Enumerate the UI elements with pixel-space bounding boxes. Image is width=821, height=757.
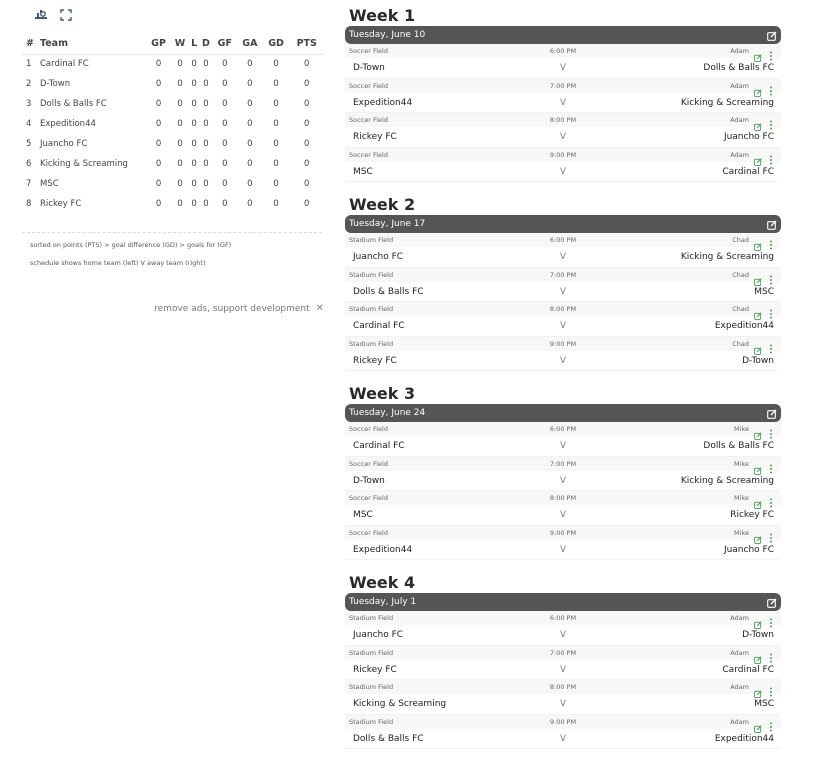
cell-gf: 0	[222, 139, 228, 149]
field-name: Stadium Field	[349, 614, 394, 622]
game-time: 8:00 PM	[549, 305, 577, 313]
cell-pts: 0	[304, 79, 310, 89]
week-title: Week 4	[349, 573, 416, 592]
cell-gf: 0	[222, 179, 228, 189]
col-header-gf[interactable]: GF	[213, 34, 237, 54]
cell-gf: 0	[222, 199, 228, 209]
cell-gp: 0	[155, 199, 162, 209]
col-header-gp[interactable]: GP	[146, 34, 171, 54]
game-time: 9:00 PM	[549, 717, 577, 726]
cell-gd: 0	[273, 119, 279, 129]
schedule-panel	[345, 6, 781, 757]
away-team[interactable]: Cardinal FC	[722, 166, 774, 177]
date-bar	[345, 404, 781, 422]
standings-panel	[22, 6, 324, 314]
edit-date-icon[interactable]	[767, 597, 777, 607]
away-team[interactable]: Expedition44	[714, 321, 774, 331]
week-section	[345, 384, 781, 560]
field-name: Stadium Field	[349, 339, 394, 348]
home-team[interactable]: Dolls & Balls FC	[353, 733, 424, 744]
cell-w: 0	[177, 59, 183, 70]
home-team[interactable]: Juancho FC	[353, 630, 404, 640]
standings-toolbar	[22, 6, 324, 26]
cell-team: Dolls & Balls FC	[40, 99, 107, 109]
edit-icon[interactable]	[754, 271, 762, 279]
home-team[interactable]: Rickey FC	[353, 132, 397, 142]
field-name: Stadium Field	[349, 305, 394, 313]
edit-date-icon[interactable]	[767, 408, 777, 418]
col-header-w[interactable]: W	[171, 34, 189, 54]
game-row	[345, 646, 781, 681]
home-team[interactable]: D-Town	[353, 475, 385, 486]
away-team[interactable]: Cardinal FC	[722, 664, 774, 675]
game-time: 8:00 PM	[549, 683, 577, 691]
field-name: Soccer Field	[349, 528, 388, 537]
referee-name: Adam	[730, 116, 749, 124]
away-team[interactable]: Kicking & Screaming	[680, 475, 774, 486]
versus-label: V	[560, 252, 566, 262]
referee-name: Chad	[732, 305, 749, 313]
cell-w: 0	[177, 159, 183, 169]
edit-date-icon[interactable]	[767, 30, 777, 40]
cell-ga: 0	[247, 139, 253, 149]
home-team[interactable]: D-Town	[353, 63, 385, 73]
date-bar	[345, 593, 781, 611]
field-name: Soccer Field	[349, 459, 388, 468]
away-team[interactable]: MSC	[754, 699, 774, 709]
week-section	[345, 195, 781, 371]
game-time: 6:00 PM	[549, 47, 577, 55]
date-bar	[345, 26, 781, 44]
game-row	[345, 268, 781, 303]
game-row	[345, 680, 781, 715]
cell-gp: 0	[155, 119, 162, 129]
cell-gd: 0	[273, 139, 279, 149]
field-name: Soccer Field	[349, 47, 388, 55]
cell-team: MSC	[40, 179, 59, 189]
referee-name: Adam	[730, 683, 749, 691]
home-team[interactable]: Expedition44	[353, 544, 413, 555]
more-options-icon[interactable]	[769, 682, 773, 692]
more-options-icon[interactable]	[769, 46, 773, 56]
versus-label: V	[560, 355, 566, 366]
game-time: 9:00 PM	[549, 339, 577, 348]
cell-pos: 5	[26, 139, 32, 149]
edit-icon[interactable]	[754, 649, 762, 657]
cell-l: 0	[191, 119, 197, 129]
cell-gp: 0	[155, 179, 162, 189]
referee-name: Chad	[732, 236, 749, 244]
cell-l: 0	[191, 159, 197, 169]
home-team[interactable]: Juancho FC	[353, 252, 404, 262]
game-row	[345, 44, 781, 79]
field-name: Soccer Field	[349, 116, 388, 124]
versus-label: V	[560, 664, 566, 675]
more-options-icon[interactable]	[769, 717, 773, 727]
edit-icon[interactable]	[754, 683, 762, 691]
cell-w: 0	[177, 119, 183, 129]
referee-name: Mike	[734, 459, 749, 468]
cell-w: 0	[177, 79, 183, 89]
field-name: Stadium Field	[349, 270, 394, 279]
col-header-l[interactable]: L	[189, 34, 199, 54]
game-time: 6:00 PM	[549, 236, 577, 244]
cell-w: 0	[177, 139, 183, 149]
more-options-icon[interactable]	[769, 270, 773, 280]
away-team[interactable]: Expedition44	[714, 733, 774, 744]
divider	[22, 232, 322, 233]
cell-ga: 0	[247, 79, 253, 89]
edit-icon[interactable]	[754, 236, 762, 244]
cell-pts: 0	[304, 139, 310, 149]
referee-name: Chad	[732, 339, 749, 348]
edit-icon[interactable]	[754, 614, 762, 622]
game-row	[345, 715, 781, 750]
field-name: Stadium Field	[349, 683, 394, 691]
home-team[interactable]: Expedition44	[353, 97, 413, 108]
cell-d: 0	[203, 139, 209, 149]
edit-icon[interactable]	[754, 718, 762, 726]
cell-d: 0	[203, 179, 209, 189]
away-team[interactable]: Juancho FC	[723, 544, 774, 555]
game-row	[345, 337, 781, 372]
standings-row[interactable]	[22, 134, 324, 154]
cell-gd: 0	[273, 99, 279, 109]
standings-row[interactable]	[22, 94, 324, 114]
more-options-icon[interactable]	[769, 613, 773, 623]
standings-table	[22, 34, 324, 214]
away-team[interactable]: Kicking & Screaming	[680, 97, 774, 108]
versus-label: V	[560, 441, 566, 451]
edit-icon[interactable]	[754, 151, 762, 159]
cell-ga: 0	[247, 179, 253, 189]
cell-gd: 0	[273, 59, 279, 70]
game-row	[345, 113, 781, 148]
more-options-icon[interactable]	[769, 528, 773, 538]
versus-label: V	[560, 321, 566, 331]
more-options-icon[interactable]	[769, 493, 773, 503]
cell-d: 0	[203, 79, 209, 89]
cell-pos: 2	[26, 79, 32, 89]
cell-pts: 0	[304, 199, 310, 209]
cell-gd: 0	[273, 159, 279, 169]
away-team[interactable]: MSC	[754, 286, 774, 297]
cell-l: 0	[191, 79, 197, 89]
cell-pos: 8	[26, 199, 32, 209]
edit-icon[interactable]	[754, 116, 762, 124]
edit-icon[interactable]	[754, 305, 762, 313]
game-time: 7:00 PM	[549, 648, 577, 657]
referee-name: Chad	[732, 270, 749, 279]
game-row	[345, 491, 781, 526]
away-team[interactable]: Dolls & Balls FC	[703, 63, 774, 73]
cell-pts: 0	[304, 119, 310, 129]
cell-l: 0	[191, 59, 197, 70]
game-row	[345, 233, 781, 268]
standings-row[interactable]	[22, 194, 324, 214]
date-label: Tuesday, June 17	[349, 219, 426, 229]
cell-ga: 0	[247, 119, 253, 129]
cell-l: 0	[191, 139, 197, 149]
referee-name: Adam	[730, 717, 749, 726]
field-name: Soccer Field	[349, 150, 388, 159]
week-section	[345, 6, 781, 182]
cell-gp: 0	[155, 139, 162, 149]
cell-gp: 0	[155, 59, 162, 70]
cell-gp: 0	[155, 79, 162, 89]
away-team[interactable]: Rickey FC	[730, 510, 774, 520]
referee-name: Mike	[734, 528, 749, 537]
referee-name: Mike	[734, 494, 749, 502]
date-label: Tuesday, July 1	[349, 597, 417, 607]
cell-gd: 0	[273, 179, 279, 189]
cell-pts: 0	[304, 159, 310, 169]
cell-pts: 0	[304, 99, 310, 109]
referee-name: Adam	[730, 81, 749, 90]
away-team[interactable]: Dolls & Balls FC	[703, 441, 774, 451]
more-options-icon[interactable]	[769, 115, 773, 125]
home-team[interactable]: Kicking & Screaming	[353, 699, 447, 709]
cell-gf: 0	[222, 159, 228, 169]
cell-gf: 0	[222, 119, 228, 129]
cell-d: 0	[203, 119, 209, 129]
cell-ga: 0	[247, 199, 253, 209]
cell-d: 0	[203, 59, 209, 70]
cell-gd: 0	[273, 79, 279, 89]
more-options-icon[interactable]	[769, 304, 773, 314]
more-options-icon[interactable]	[769, 235, 773, 245]
referee-name: Adam	[730, 648, 749, 657]
remove-ads-label: remove ads, support development	[154, 304, 310, 314]
game-time: 8:00 PM	[549, 116, 577, 124]
edit-icon[interactable]	[754, 494, 762, 502]
close-icon[interactable]: ✕	[315, 303, 324, 314]
cell-ga: 0	[247, 59, 253, 70]
date-bar	[345, 215, 781, 233]
more-options-icon[interactable]	[769, 459, 773, 469]
week-title: Week 2	[349, 195, 416, 214]
cell-l: 0	[191, 179, 197, 189]
away-team[interactable]: D-Town	[742, 355, 774, 366]
more-options-icon[interactable]	[769, 424, 773, 434]
col-header-team[interactable]: Team	[36, 34, 146, 54]
cell-team: Kicking & Screaming	[40, 159, 128, 169]
standings-row[interactable]	[22, 54, 324, 74]
field-name: Stadium Field	[349, 236, 394, 244]
versus-label: V	[560, 132, 566, 142]
date-label: Tuesday, June 24	[349, 408, 426, 418]
cell-team: Juancho FC	[40, 139, 88, 149]
edit-icon[interactable]	[754, 82, 762, 90]
home-team[interactable]: MSC	[353, 166, 373, 177]
game-row	[345, 611, 781, 646]
home-team[interactable]: Rickey FC	[353, 664, 397, 675]
game-row	[345, 302, 781, 337]
edit-date-icon[interactable]	[767, 219, 777, 229]
versus-label: V	[560, 630, 566, 640]
cell-team: Expedition44	[40, 119, 96, 129]
versus-label: V	[560, 475, 566, 486]
cell-team: Rickey FC	[40, 199, 82, 209]
standings-row[interactable]	[22, 74, 324, 94]
more-options-icon[interactable]	[769, 648, 773, 658]
home-team[interactable]: Rickey FC	[353, 355, 397, 366]
cell-ga: 0	[247, 99, 253, 109]
referee-name: Adam	[730, 47, 749, 55]
col-header-ga[interactable]: GA	[237, 34, 263, 54]
standings-row[interactable]	[22, 174, 324, 194]
edit-icon[interactable]	[754, 460, 762, 468]
cell-pos: 6	[26, 159, 32, 169]
schedule-note: schedule shows home team (left) V away team (right)	[30, 259, 206, 267]
cell-d: 0	[203, 159, 209, 169]
field-name: Soccer Field	[349, 425, 388, 433]
edit-icon[interactable]	[754, 47, 762, 55]
settings-icon[interactable]	[34, 8, 48, 22]
cell-team: D-Town	[40, 79, 71, 89]
game-time: 7:00 PM	[549, 81, 577, 90]
game-row	[345, 148, 781, 183]
versus-label: V	[560, 166, 566, 177]
cell-d: 0	[203, 199, 209, 209]
col-header-gd[interactable]: GD	[263, 34, 290, 54]
cell-gf: 0	[222, 59, 228, 70]
field-name: Stadium Field	[349, 717, 394, 726]
home-team[interactable]: Cardinal FC	[353, 321, 405, 331]
referee-name: Mike	[734, 425, 749, 433]
versus-label: V	[560, 97, 566, 108]
date-label: Tuesday, June 10	[349, 30, 426, 40]
versus-label: V	[560, 510, 566, 520]
remove-ads-link[interactable]	[154, 303, 324, 314]
field-name: Soccer Field	[349, 494, 388, 502]
game-time: 9:00 PM	[549, 150, 577, 159]
versus-label: V	[560, 699, 566, 709]
sort-note: sorted on points (PTS) > goal difference (GD) > goals for (GF)	[30, 241, 232, 249]
edit-icon[interactable]	[754, 425, 762, 433]
standings-row[interactable]	[22, 154, 324, 174]
referee-name: Adam	[730, 150, 749, 159]
game-time: 7:00 PM	[549, 459, 577, 468]
standings-header-row	[22, 34, 324, 54]
cell-gf: 0	[222, 99, 228, 109]
game-time: 8:00 PM	[549, 494, 577, 502]
versus-label: V	[560, 733, 566, 744]
game-row	[345, 79, 781, 114]
away-team[interactable]: Juancho FC	[723, 132, 774, 142]
versus-label: V	[560, 63, 566, 73]
home-team[interactable]: Cardinal FC	[353, 441, 405, 451]
game-time: 6:00 PM	[549, 425, 577, 433]
cell-pos: 3	[26, 99, 32, 109]
cell-gd: 0	[273, 199, 279, 209]
cell-ga: 0	[247, 159, 253, 169]
cell-d: 0	[203, 99, 209, 109]
cell-team: Cardinal FC	[40, 59, 89, 70]
cell-w: 0	[177, 179, 183, 189]
versus-label: V	[560, 544, 566, 555]
cell-l: 0	[191, 199, 197, 209]
standings-row[interactable]	[22, 114, 324, 134]
col-header-pts[interactable]: PTS	[289, 34, 324, 54]
week-title: Week 1	[349, 6, 416, 25]
cell-pts: 0	[304, 59, 310, 70]
cell-pos: 1	[26, 59, 32, 70]
more-options-icon[interactable]	[769, 150, 773, 160]
cell-w: 0	[177, 199, 183, 209]
fullscreen-icon[interactable]	[59, 8, 73, 22]
cell-gp: 0	[155, 99, 162, 109]
field-name: Soccer Field	[349, 81, 388, 90]
col-header-d[interactable]: D	[199, 34, 212, 54]
game-time: 7:00 PM	[549, 270, 577, 279]
cell-gf: 0	[222, 79, 228, 89]
field-name: Stadium Field	[349, 648, 394, 657]
week-section	[345, 573, 781, 749]
home-team[interactable]: MSC	[353, 510, 373, 520]
cell-pts: 0	[304, 179, 310, 189]
cell-gp: 0	[155, 159, 162, 169]
cell-l: 0	[191, 99, 197, 109]
cell-pos: 4	[26, 119, 32, 129]
more-options-icon[interactable]	[769, 81, 773, 91]
home-team[interactable]: Dolls & Balls FC	[353, 286, 424, 297]
versus-label: V	[560, 286, 566, 297]
game-row	[345, 422, 781, 457]
edit-icon[interactable]	[754, 340, 762, 348]
cell-w: 0	[177, 99, 183, 109]
week-title: Week 3	[349, 384, 416, 403]
edit-icon[interactable]	[754, 529, 762, 537]
game-time: 6:00 PM	[549, 614, 577, 622]
game-row	[345, 457, 781, 492]
game-row	[345, 526, 781, 561]
more-options-icon[interactable]	[769, 339, 773, 349]
referee-name: Adam	[730, 614, 749, 622]
game-time: 9:00 PM	[549, 528, 577, 537]
col-header-pos[interactable]: #	[22, 34, 36, 54]
away-team[interactable]: D-Town	[742, 630, 774, 640]
away-team[interactable]: Kicking & Screaming	[680, 252, 774, 262]
cell-pos: 7	[26, 179, 32, 189]
